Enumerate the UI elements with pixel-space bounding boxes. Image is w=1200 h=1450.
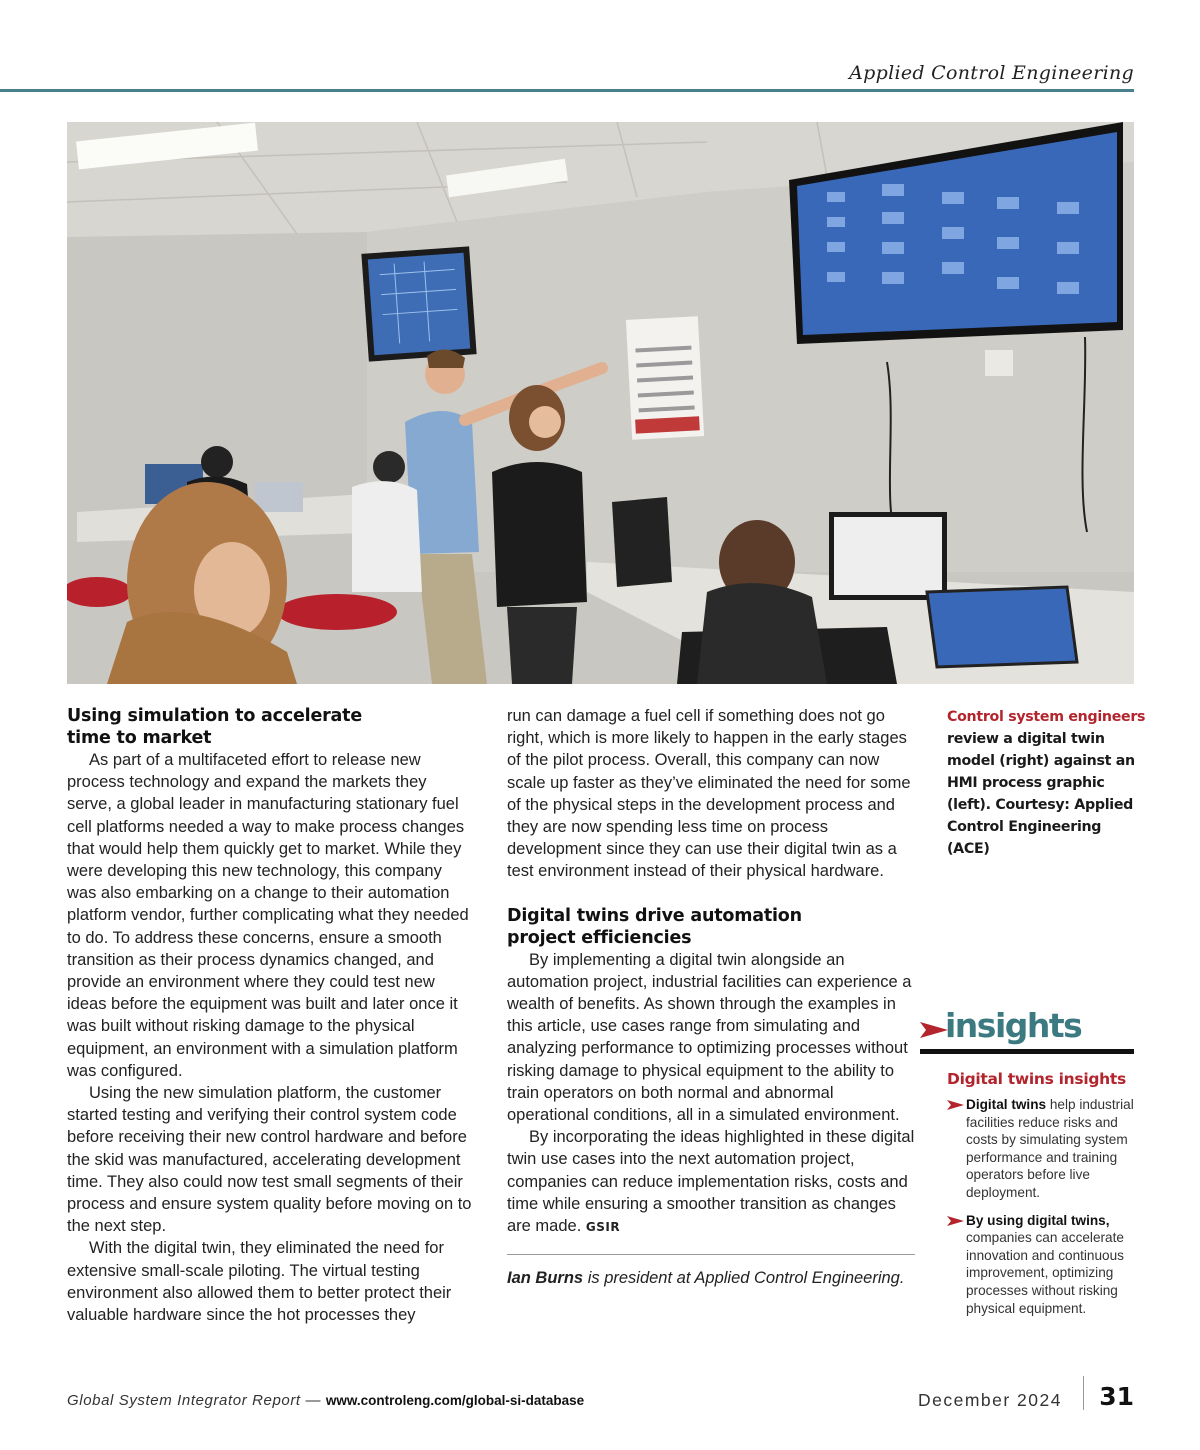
insights-item-lead: Digital twins — [966, 1097, 1047, 1112]
publication-line — [67, 1392, 584, 1409]
photo-caption — [947, 706, 1147, 860]
running-head: Applied Control Engineering — [849, 62, 1134, 84]
page-number: 31 — [1099, 1382, 1134, 1411]
section-heading-digital-twins — [507, 905, 915, 949]
publication-url[interactable]: www.controleng.com/global-si-database — [325, 1393, 585, 1408]
publication-name: Global System Integrator Report — [67, 1392, 301, 1409]
paragraph-digital-twins-2-text: By incorporating the ideas highlighted in these digital twin use cases into the next automation project, companies can reduce implementation risks, costs and time while ensuring a smoother transition as changes are made. — [507, 1128, 915, 1236]
insights-item — [920, 1096, 1134, 1202]
issue-date: December 2024 — [917, 1390, 1062, 1410]
bullet-arrow-icon — [947, 1216, 964, 1226]
insights-title: Digital twins insights — [947, 1070, 1126, 1088]
paragraph-simulation-3-continued: run can damage a fuel cell if something does not go right, which is more likely to happen in the early stages of the pilot process. Overall, this company can now scale up faster as they’ve eliminated the need for some of the physical steps in the development process and they are now spending less time on process development since they can use their digital twin as a test environment instead of their physical hardware. — [507, 707, 911, 881]
section-heading-digital-twins-line1: Digital twins drive automation — [507, 905, 802, 926]
header-rule — [0, 89, 1134, 92]
paragraph-simulation-3: With the digital twin, they eliminated the need for extensive small-scale piloting. The virtual testing environment also allowed them to better protect their valuable hardware since the hot processes they — [67, 1239, 452, 1325]
paragraph-simulation-1: As part of a multifaceted effort to release new process technology and expand the markets they serve, a global leader in manufacturing stationary fuel cell platforms needed a way to make process changes that would help them quickly get to market. While they were developing this new technology, this company was also embarking on a change to their automation platform vendor, further complicating what they needed to do. To address these concerns, ensure a smooth transition as their process dynamics changed, and provide an environment where they could test new ideas before the equipment was built and later once it was built without risking damage to the physical equipment, an environment with a simulation platform was configured. — [67, 751, 469, 1080]
paragraph-simulation-2: Using the new simulation platform, the customer started testing and verifying their control system code before receiving their new control hardware and before the skid was manufactured, accelerating development time. They also could now test small segments of their process and ensure system quality before moving on to the next step. — [67, 1084, 472, 1236]
insights-arrow-icon — [920, 1022, 948, 1038]
insights-logo-word: insights — [945, 1006, 1082, 1045]
insights-rule — [920, 1049, 1134, 1054]
footer-divider — [1083, 1376, 1084, 1410]
author-byline — [507, 1267, 915, 1289]
publication-separator: — — [300, 1392, 326, 1409]
insights-logo — [920, 1006, 1134, 1048]
author-description: is president at Applied Control Engineering. — [583, 1269, 905, 1288]
insights-item-lead: By using digital twins, — [966, 1212, 1110, 1228]
author-name: Ian Burns — [507, 1269, 584, 1288]
engineers-reviewing-digital-twin-photo — [67, 122, 1134, 684]
insights-sidebar — [920, 1006, 1134, 1327]
article-column-2 — [507, 705, 915, 1289]
caption-lead: Control system engineers — [947, 709, 1146, 725]
section-heading-digital-twins-line2: project efficiencies — [507, 927, 692, 948]
caption-text: review a digital twin model (right) against an HMI process graphic (left). Courtesy: Applied Control Engineering (ACE) — [947, 731, 1135, 857]
article-column-1 — [67, 705, 475, 1326]
section-heading-simulation-line2: time to market — [67, 728, 212, 748]
paragraph-digital-twins-2 — [507, 1126, 915, 1238]
byline-divider — [507, 1254, 915, 1255]
insights-item-text: companies can accelerate innovation and continuous improvement, optimizing processes without risking physical equipment. — [966, 1230, 1124, 1316]
insights-list — [920, 1096, 1134, 1317]
bullet-arrow-icon — [947, 1100, 964, 1110]
section-heading-simulation-line1: Using simulation to accelerate — [67, 706, 363, 726]
gsir-end-mark: GSIR — [585, 1220, 621, 1235]
section-heading-simulation — [67, 705, 475, 749]
insights-item — [920, 1212, 1134, 1318]
paragraph-digital-twins-1: By implementing a digital twin alongside an automation project, industrial facilities can experience a wealth of benefits. As shown through the examples in this article, use cases range from simulating and analyzing performance to optimizing processes without risking damage to physical equipment to the ability to train operators on both normal and abnormal operational conditions, all in a simulated environment. — [507, 950, 912, 1125]
page-footer — [67, 1382, 1134, 1418]
insights-item-text: help industrial facilities reduce risks and costs by simulating system performance and training operators before live deployment. — [966, 1097, 1134, 1200]
